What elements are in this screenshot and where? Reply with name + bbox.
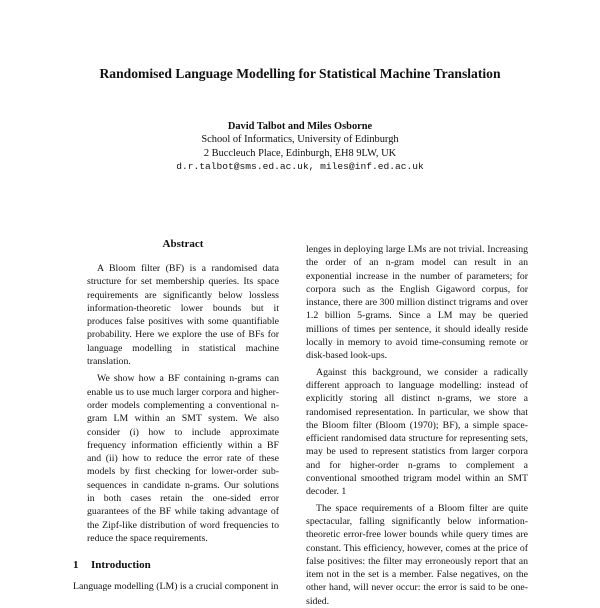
author-block <box>0 120 600 174</box>
abstract-paragraph-2: We show how a BF containing n-grams can enable us to use much larger corpora and higher-order models complementing a conventional n-gram LM within an SMT system. We also consider (i) how to include approximate frequency information efficiently within a BF and (ii) how to reduce the error rate of these models by first checking for lower-order sub-sequences in candidate n-grams. Our solutions in both cases retain the one-sided error guarantees of the BF while taking advantage of the Zipf-like distribution of word frequencies to reduce the space requirements. <box>87 373 279 544</box>
section-title: Introduction <box>91 559 151 572</box>
abstract-paragraph-1: A Bloom filter (BF) is a randomised data structure for set membership queries. Its space requirements are significantly below lossless information-theoretic lower bounds but it produces false positives with some quantifiable probability. Here we explore the use of BFs for language modelling in statistical machine translation. <box>87 263 279 368</box>
section-number: 1 <box>73 559 79 572</box>
paper-title: Randomised Language Modelling for Statistical Machine Translation <box>99 66 501 81</box>
left-column <box>73 238 293 594</box>
body-paragraph-1: lenges in deploying large LMs are not trivial. Increasing the order of an n-gram model can result in an exponential increase in the number of parameters; for corpora such as the English Gigaword corpus, for instance, there are 300 million distinct trigrams and over 1.2 billion 5-grams. Since a LM may be queried millions of times per sentence, it should ideally reside locally in memory to avoid time-consuming remote or disk-based look-ups. <box>306 244 528 362</box>
introduction-first-line: Language modelling (LM) is a crucial component in <box>73 581 279 593</box>
body-paragraph-3: The space requirements of a Bloom filter are quite spectacular, falling significantly below information-theoretic error-free lower bounds while query times are constant. This efficiency, however, comes at the price of false positives: the filter may erroneously report that an item not in the set is a member. False negatives, on the other hand, will never occur: the error is said to be one-sided. <box>306 502 528 607</box>
abstract-body <box>73 262 293 545</box>
section-heading-introduction <box>73 559 293 571</box>
author-names: David Talbot and Miles Osborne <box>227 121 373 132</box>
author-address: 2 Buccleuch Place, Edinburgh, EH8 9LW, UK <box>203 147 397 159</box>
right-column <box>306 243 528 608</box>
author-affiliation: School of Informatics, University of Edinburgh <box>201 134 399 146</box>
abstract-heading: Abstract <box>162 238 204 250</box>
author-emails: d.r.talbot@sms.ed.ac.uk, miles@inf.ed.ac.uk <box>176 161 424 173</box>
body-paragraph-2: Against this background, we consider a radically different approach to language modelling: instead of explicitly storing all distinct n-grams, we store a randomised representation. In particular, we show that the Bloom filter (Bloom (1970); BF), a simple space-efficient randomised data structure for representing sets, may be used to represent statistics from larger corpora and for higher-order n-grams to complement a conventional smoothed trigram model within an SMT decoder. 1 <box>306 366 528 498</box>
